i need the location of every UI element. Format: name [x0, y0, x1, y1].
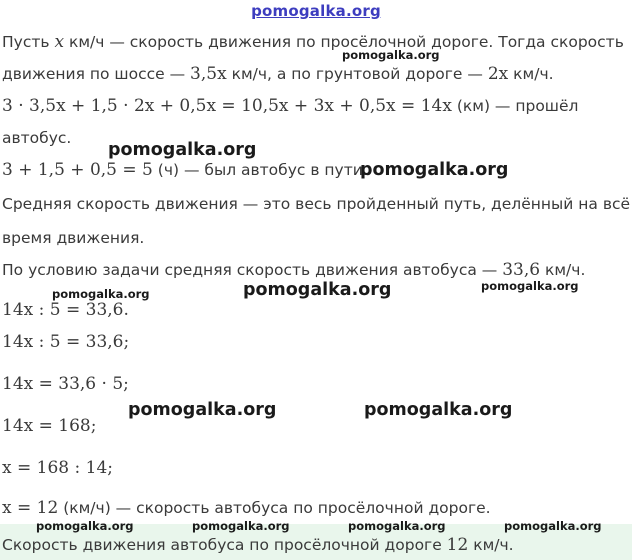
line-text: время движения. — [2, 229, 145, 247]
line-text: Средняя скорость движения — это весь пройденный путь, делённый на всё — [2, 195, 631, 213]
watermark: pomogalka.org — [36, 519, 134, 533]
math-expression: x = 168 : 14; — [2, 458, 113, 478]
math-expression: x = 12 — [2, 498, 59, 518]
math-expression: 3 + 1,5 + 0,5 = 5 — [2, 160, 153, 180]
math-expression: 14x = 33,6 · 5; — [2, 374, 129, 394]
watermark: pomogalka.org — [108, 140, 257, 160]
math-variable: x — [54, 32, 65, 52]
equation-line-2 — [2, 332, 129, 352]
site-logo-link[interactable]: pomogalka.org — [251, 2, 381, 20]
line-text: км/ч. — [540, 261, 586, 279]
line-text: (км) — прошёл — [451, 97, 579, 115]
watermark: pomogalka.org — [128, 400, 277, 420]
answer-unit: км/ч. — [468, 536, 514, 554]
watermark: pomogalka.org — [243, 280, 392, 300]
math-expression: 14x : 5 = 33,6; — [2, 332, 130, 352]
solution-line-6 — [2, 194, 630, 214]
math-expression: 33,6 — [502, 260, 541, 280]
math-expression: 14x : 5 = 33,6. — [2, 300, 129, 320]
line-text: автобус. — [2, 129, 72, 147]
equation-line-6 — [2, 498, 491, 518]
solution-line-8 — [2, 260, 585, 280]
solution-line-2 — [2, 64, 554, 84]
equation-line-3 — [2, 374, 129, 394]
answer-text: Скорость движения автобуса по просёлочной дороге — [2, 536, 447, 554]
math-expression: 3 · 3,5x + 1,5 · 2x + 0,5x = 10,5x + 3x + 0,5x = 14x — [2, 96, 452, 116]
math-expression: 14x = 168; — [2, 416, 97, 436]
watermark: pomogalka.org — [348, 519, 446, 533]
watermark: pomogalka.org — [52, 287, 150, 301]
watermark: pomogalka.org — [504, 519, 602, 533]
line-text: км/ч. — [508, 65, 554, 83]
math-expression: 2x — [487, 64, 509, 84]
answer-line — [2, 535, 514, 555]
solution-line-4 — [2, 128, 71, 148]
solution-line-1 — [2, 32, 624, 52]
equation-line-5 — [2, 458, 113, 478]
watermark: pomogalka.org — [481, 279, 579, 293]
line-text: км/ч — скорость движения по просёлочной дороге. Тогда скорость — [64, 33, 624, 51]
line-text: (км/ч) — скорость автобуса по просёлочной дороге. — [58, 499, 491, 517]
line-text: Пусть — [2, 33, 55, 51]
watermark: pomogalka.org — [364, 400, 513, 420]
line-text: движения по шоссе — — [2, 65, 191, 83]
solution-line-5 — [2, 160, 368, 180]
line-text: (ч) — был автобус в пути. — [152, 161, 368, 179]
watermark: pomogalka.org — [360, 160, 509, 180]
watermark: pomogalka.org — [192, 519, 290, 533]
equation-line-4 — [2, 416, 96, 436]
watermark: pomogalka.org — [342, 48, 440, 62]
equation-line-1 — [2, 300, 129, 320]
math-expression: 3,5x — [190, 64, 227, 84]
solution-line-3 — [2, 96, 578, 116]
line-text: км/ч, а по грунтовой дороге — — [226, 65, 488, 83]
answer-value: 12 — [446, 535, 469, 555]
line-text: По условию задачи средняя скорость движения автобуса — — [2, 261, 503, 279]
solution-line-7 — [2, 228, 144, 248]
